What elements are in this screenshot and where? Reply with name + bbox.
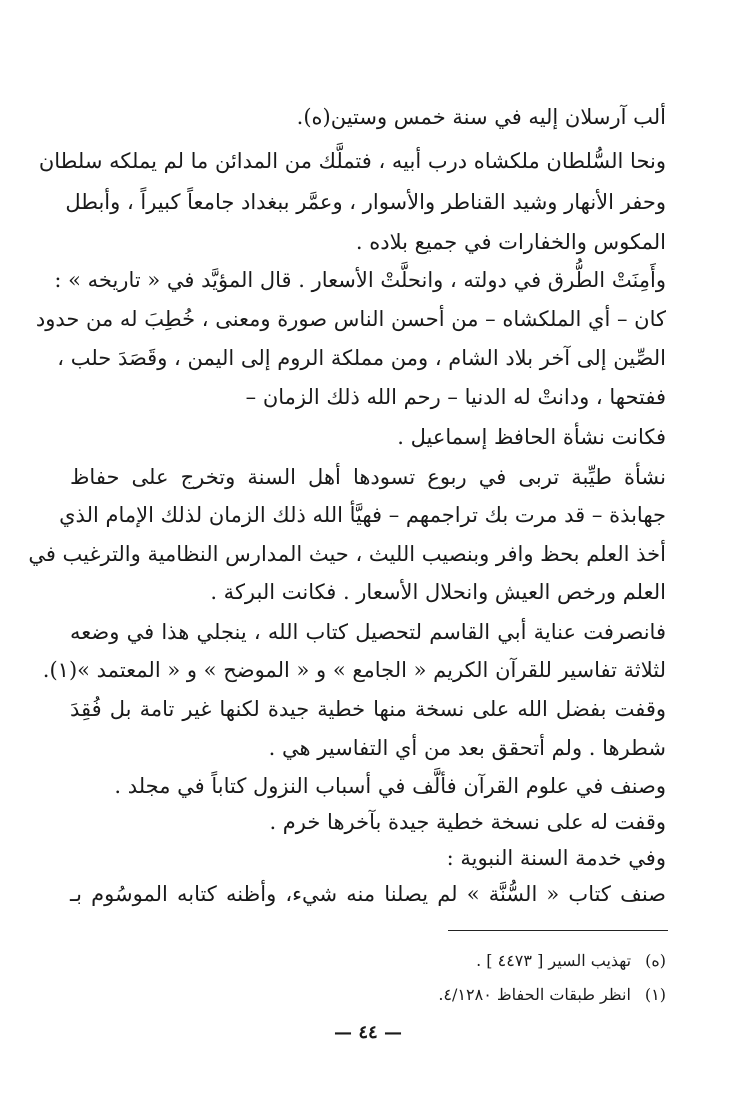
footnote-1-marker: (ه): [645, 951, 666, 970]
body-line-18: وصنف في علوم القرآن فألَّف في أسباب النزول كتاباً في مجلد .: [114, 774, 666, 798]
body-line-19: وقفت له على نسخة خطية جيدة بآخرها خرم .: [269, 810, 666, 834]
body-line-1: ألب آرسلان إليه في سنة خمس وستين(ه).: [296, 105, 666, 129]
body-line-21: صنف كتاب « السُّنَّة » لم يصلنا منه شيء، وأظنه كتابه الموسُوم بـ: [70, 882, 666, 906]
body-line-11: جهابذة – قد مرت بك تراجمهم – فهيَّأ الله ذلك الزمان لذلك الإمام الذي: [59, 503, 666, 527]
body-line-7: الصِّين إلى آخر بلاد الشام ، ومن مملكة الروم إلى اليمن ، وقَصَدَ حلب ،: [57, 346, 666, 370]
body-line-10: نشأة طيِّبة تربى في ربوع تسودها أهل السنة وتخرج على حفاظ: [70, 465, 666, 489]
footnote-separator: [448, 930, 668, 931]
body-line-12: أخذ العلم بحظ وافر وبنصيب الليث ، حيث المدارس النظامية والترغيب في: [28, 542, 666, 566]
body-line-3: وحفر الأنهار وشيد القناطر والأسوار ، وعمَّر ببغداد جامعاً كبيراً ، وأبطل: [65, 190, 666, 214]
body-line-13: العلم ورخص العيش وانحلال الأسعار . فكانت البركة .: [210, 580, 666, 604]
section-heading-upbringing: فكانت نشأة الحافظ إسماعيل .: [397, 425, 666, 449]
body-line-14: فانصرفت عناية أبي القاسم لتحصيل كتاب الله ، ينجلي هذا في وضعه: [70, 620, 666, 644]
body-line-4: المكوس والخفارات في جميع بلاده .: [355, 230, 666, 254]
footnote-2-text: انظر طبقات الحفاظ ٤/١٢٨٠.: [438, 985, 631, 1004]
footnote-1-text: تهذيب السير [ ٤٤٧٣ ] .: [476, 951, 632, 970]
body-line-5: وأَمِنَتْ الطُّرق في دولته ، وانحلَّتْ الأسعار . قال المؤيَّد في « تاريخه » :: [54, 268, 666, 292]
footnote-1: [70, 948, 666, 974]
body-line-15: لثلاثة تفاسير للقرآن الكريم « الجامع » و « الموضح » و « المعتمد »(١).: [42, 658, 666, 682]
body-line-2: ونحا السُّلطان ملكشاه درب أبيه ، فتملَّك من المدائن ما لم يملكه سلطان: [38, 149, 666, 173]
body-line-8: ففتحها ، ودانتْ له الدنيا – رحم الله ذلك الزمان –: [245, 385, 666, 409]
page-number: — ٤٤ —: [334, 1022, 402, 1043]
footnote-2-marker: (١): [644, 985, 666, 1004]
body-line-17: شطرها . ولم أتحقق بعد من أي التفاسير هي .: [268, 736, 666, 760]
footnote-2: [70, 982, 666, 1008]
body-line-16: وقفت بفضل الله على نسخة منها خطية جيدة لكنها غير تامة بل فُقِدَ: [70, 697, 666, 721]
body-line-6: كان – أي الملكشاه – من أحسن الناس صورة ومعنى ، خُطِبَ له من حدود: [35, 307, 666, 331]
section-heading-sunnah: وفي خدمة السنة النبوية :: [446, 846, 666, 870]
